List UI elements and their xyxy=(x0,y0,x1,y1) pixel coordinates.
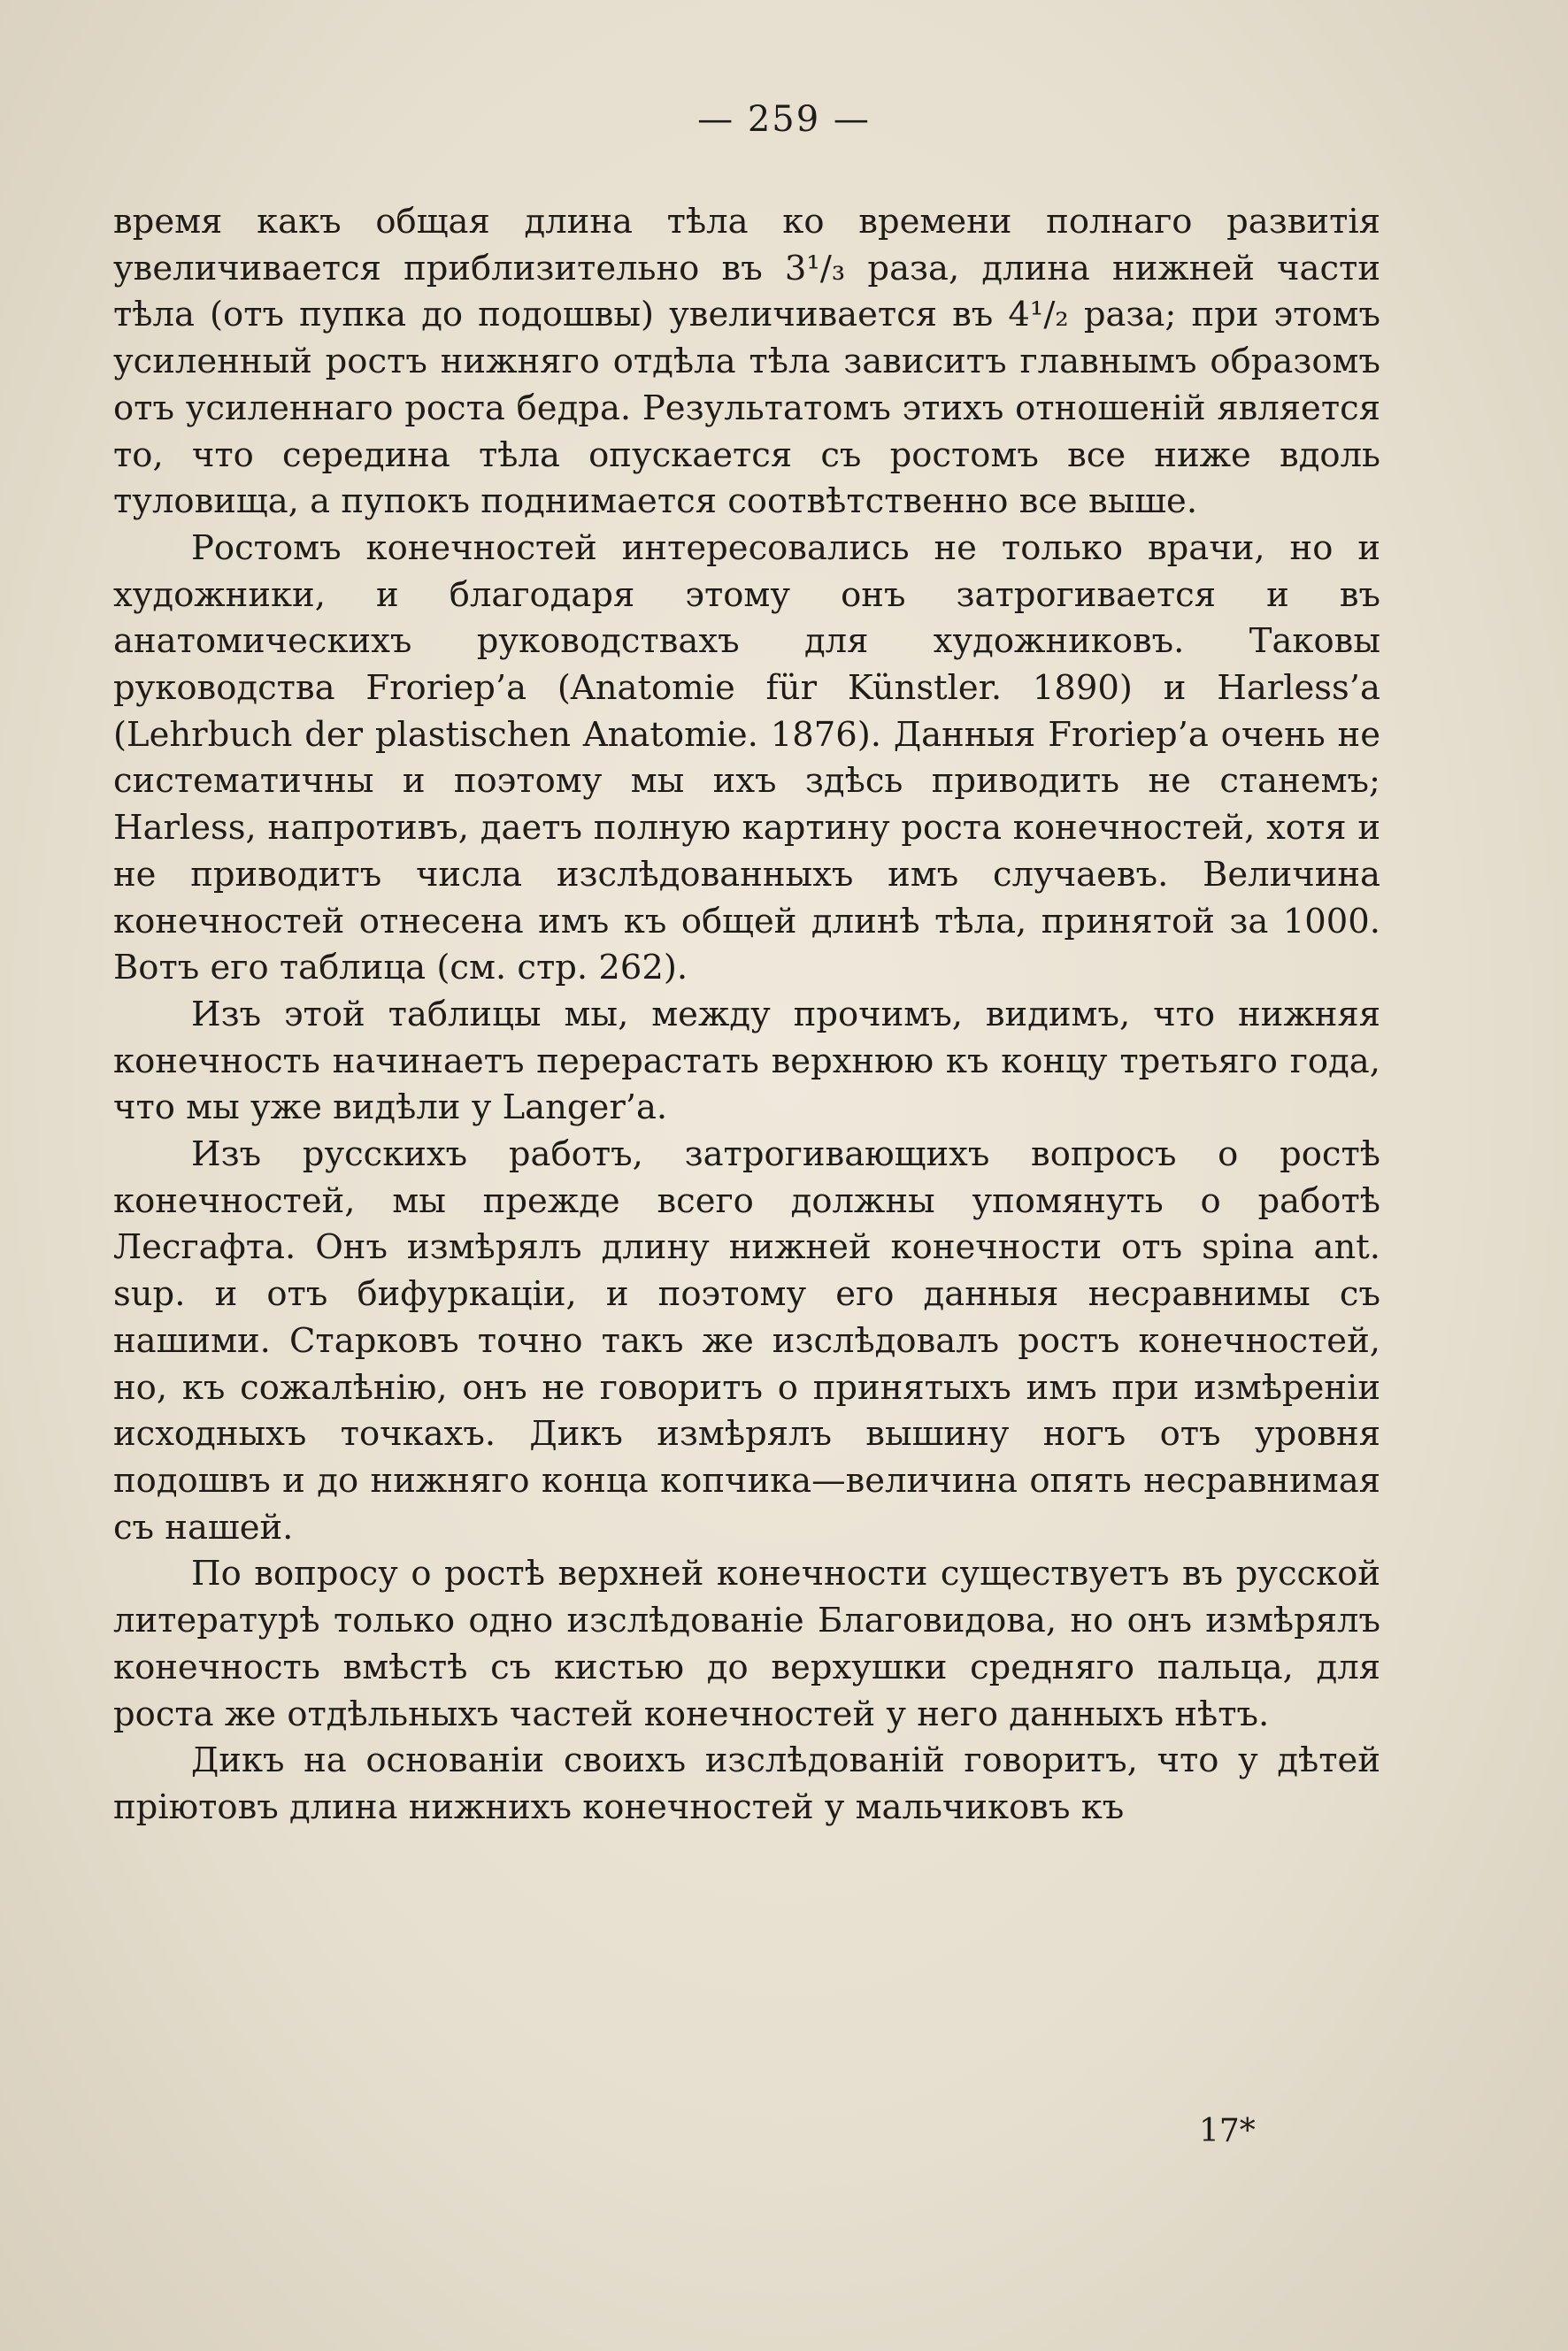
paragraph-upper-limb: По вопросу о ростѣ верхней конечности существуетъ въ русской литературѣ только одно изслѣдованіе Благовидова, но онъ измѣрялъ конечность вмѣстѣ съ кистью до верхушки средняго пальца, для роста же отдѣльныхъ частей конечностей у него данныхъ нѣтъ. xyxy=(113,1554,1380,1734)
paragraph-limb-growth: Ростомъ конечностей интересовались не только врачи, но и художники, и благодаря этому онъ затрогивается и въ анатомическихъ руководствахъ для художниковъ. Таковы руководства Froriep’a (Anatomie für Künstler. 1890) и Harless’a (Lehrbuch der plastischen Anatomie. 1876). Данныя Froriep’a очень не систематичны и поэтому мы ихъ здѣсь приводить не станемъ; Harless, напротивъ, даетъ полную картину роста конечностей, хотя и не приводитъ числа изслѣдованныхъ имъ случаевъ. Величина конечностей отнесена имъ къ общей длинѣ тѣла, принятой за 1000. Вотъ его таблица (см. стр. 262). xyxy=(113,527,1380,988)
paragraph-russian-works: Изъ русскихъ работъ, затрогивающихъ вопросъ о ростѣ конечностей, мы прежде всего должны упомянуть о работѣ Лесгафта. Онъ измѣрялъ длину нижней конечности отъ spina ant. sup. и отъ бифуркаціи, и поэтому его данныя несравнимы съ нашими. Старковъ точно такъ же изслѣдовалъ ростъ конечностей, но, къ сожалѣнію, онъ не говоритъ о принятыхъ имъ при измѣреніи исходныхъ точкахъ. Дикъ измѣрялъ вышину ногъ отъ уровня подошвъ и до нижняго конца копчика—величина опять несравнимая съ нашей. xyxy=(113,1134,1380,1548)
paragraph-continuation: время какъ общая длина тѣла ко времени полнаго развитія увеличивается приблизительно въ 3¹/₃ раза, длина нижней части тѣла (отъ пупка до подошвы) увеличивается въ 4¹/₂ раза; при этомъ усиленный ростъ нижняго отдѣла тѣла зависитъ главнымъ образомъ отъ усиленнаго роста бедра. Результатомъ этихъ отношеній является то, что середина тѣла опускается съ ростомъ все ниже вдоль туловища, а пупокъ поднимается соотвѣтственно все выше. xyxy=(113,202,1380,522)
body-text xyxy=(113,199,1380,1832)
signature-mark: 17* xyxy=(1199,2113,1256,2149)
paragraph-dik: Дикъ на основаніи своихъ изслѣдованій говоритъ, что у дѣтей пріютовъ длина нижнихъ конечностей у мальчиковъ къ xyxy=(113,1740,1380,1827)
paragraph-table-observation: Изъ этой таблицы мы, между прочимъ, видимъ, что нижняя конечность начинаетъ перерастать верхнюю къ концу третьяго года, что мы уже видѣли у Langer’a. xyxy=(113,994,1380,1128)
page-number: — 259 — xyxy=(697,99,871,140)
